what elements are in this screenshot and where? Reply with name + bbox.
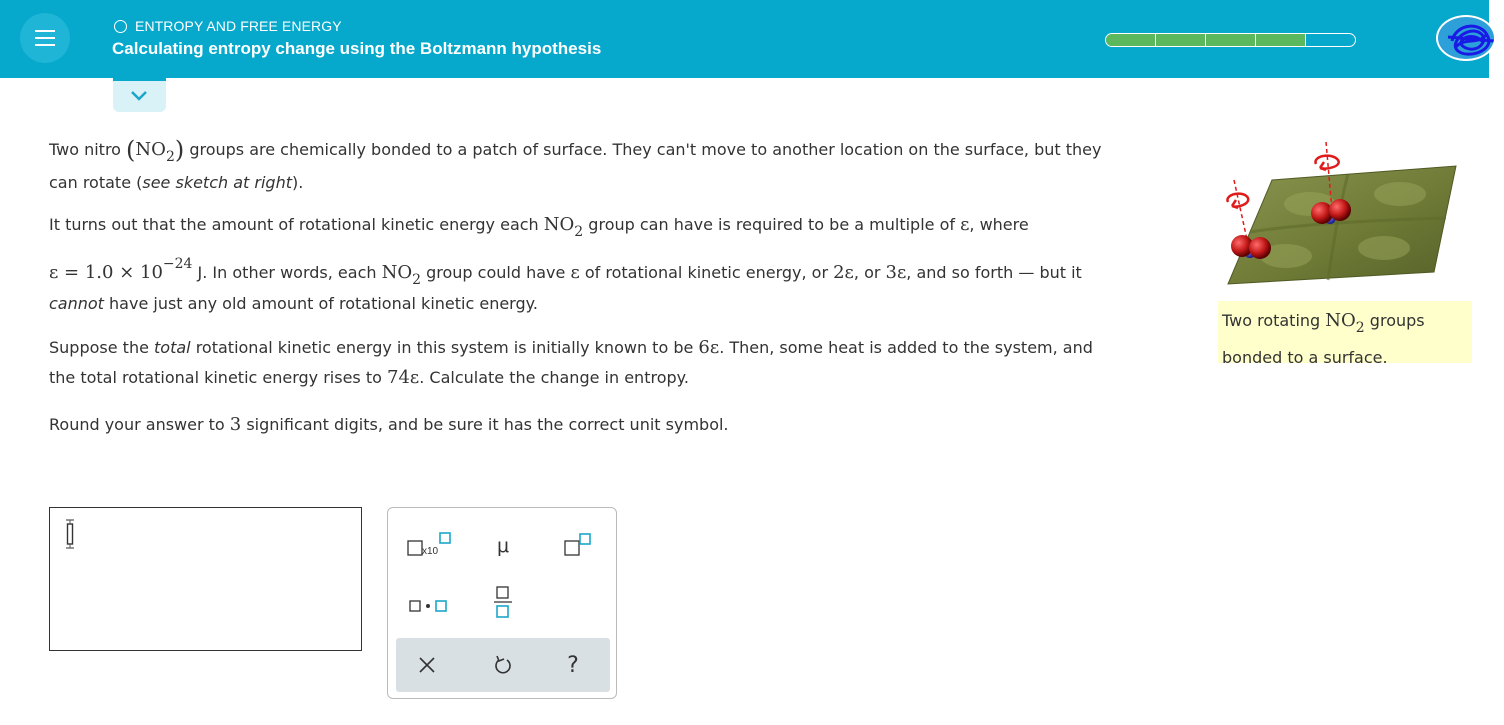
text: ). — [291, 173, 304, 192]
topic-label: ENTROPY AND FREE ENERGY — [135, 18, 342, 34]
hamburger-icon-line — [35, 37, 55, 39]
subscript: 2 — [412, 272, 422, 288]
question-line-8 — [49, 414, 729, 435]
menu-button[interactable] — [20, 13, 70, 63]
text: Two rotating — [1222, 311, 1326, 330]
text: J. In other words, each — [192, 263, 382, 282]
formula-no: NO — [135, 139, 166, 160]
progress-segment — [1156, 34, 1206, 46]
superscript-icon — [553, 531, 593, 561]
text: can rotate ( — [49, 173, 143, 192]
caption-line-1 — [1222, 306, 1468, 343]
fraction-button[interactable] — [478, 584, 528, 620]
text: the total rotational kinetic energy rises to — [49, 368, 387, 387]
text: Suppose the — [49, 338, 155, 357]
header-bar — [0, 0, 1489, 78]
fraction-icon — [488, 584, 518, 620]
text: have just any old amount of rotational kinetic energy. — [103, 294, 538, 313]
x10-power-icon — [402, 531, 452, 561]
formula-no: NO — [381, 262, 413, 283]
paren: ( — [126, 136, 136, 164]
answer-input[interactable] — [49, 507, 362, 651]
x10-label: x10 — [422, 546, 439, 557]
multiply-dot-button[interactable] — [402, 586, 452, 622]
text: Round your answer to — [49, 415, 230, 434]
undo-icon — [493, 654, 513, 676]
text: , and so forth — but it — [906, 263, 1082, 282]
exponent: −24 — [162, 256, 193, 272]
surface-illustration-icon — [1220, 132, 1470, 297]
avatar[interactable] — [1436, 15, 1496, 61]
figure-caption — [1218, 301, 1472, 367]
topic-circle-icon — [114, 20, 127, 33]
question-line-6 — [49, 337, 1093, 358]
close-icon — [417, 655, 437, 675]
question-line-5 — [49, 294, 538, 313]
seventy-four-epsilon: 74ε — [387, 367, 420, 388]
help-icon: ? — [567, 652, 579, 678]
toolbox-actions — [396, 638, 610, 692]
text: . Calculate the change in entropy. — [419, 368, 689, 387]
clear-button[interactable] — [402, 647, 452, 683]
text: groups — [1364, 311, 1425, 330]
page-title: Calculating entropy change using the Boltzmann hypothesis — [112, 39, 602, 58]
paren: ) — [174, 136, 185, 164]
progress-segment — [1256, 34, 1306, 46]
subscript: 2 — [1355, 320, 1365, 336]
epsilon-equation: ε = 1.0 × 10 — [49, 262, 163, 283]
surface-sketch — [1220, 132, 1470, 297]
micro-button[interactable] — [478, 528, 528, 564]
progress-segment — [1306, 34, 1355, 46]
emphasis: total — [154, 338, 191, 357]
math-toolbox — [387, 507, 617, 699]
epsilon: ε — [960, 214, 970, 235]
hamburger-icon-line — [35, 44, 55, 46]
question-line-3 — [49, 214, 1029, 240]
emphasis: cannot — [49, 294, 104, 313]
question-line-7 — [49, 367, 689, 388]
text: rotational kinetic energy in this system is initially known to be — [190, 338, 699, 357]
avatar-scribble-icon — [1438, 17, 1496, 61]
collapse-toggle[interactable] — [113, 78, 166, 112]
progress-segment — [1106, 34, 1156, 46]
formula-no: NO — [1325, 310, 1356, 331]
chevron-down-icon — [131, 91, 147, 101]
six-epsilon: 6ε — [698, 337, 720, 358]
text: group could have — [421, 263, 571, 282]
multiply-dot-icon — [402, 589, 452, 619]
question-line-1 — [49, 136, 1101, 165]
topic-row — [114, 18, 342, 34]
undo-button[interactable] — [478, 647, 528, 683]
text: Two nitro — [49, 140, 127, 159]
three-epsilon: 3ε — [885, 262, 907, 283]
subscript: 2 — [574, 224, 584, 240]
formula-no: NO — [543, 214, 575, 235]
help-button[interactable] — [548, 647, 598, 683]
scientific-notation-button[interactable] — [402, 528, 452, 564]
subscript: 2 — [165, 149, 175, 165]
sig-digits: 3 — [229, 414, 242, 435]
progress-bar — [1105, 33, 1356, 47]
caption-line-2: bonded to a surface. — [1222, 348, 1388, 367]
epsilon: ε — [570, 262, 580, 283]
hamburger-icon — [35, 30, 55, 32]
text: It turns out that the amount of rotational kinetic energy each — [49, 215, 544, 234]
text-cursor-icon — [62, 518, 78, 550]
text: group can have is required to be a multiple of — [583, 215, 961, 234]
text: . Then, some heat is added to the system, and — [719, 338, 1093, 357]
micro-symbol: μ — [496, 535, 510, 557]
text: , where — [969, 215, 1029, 234]
text: , or — [853, 263, 886, 282]
superscript-button[interactable] — [548, 528, 598, 564]
two-epsilon: 2ε — [833, 262, 854, 283]
text: groups are chemically bonded to a patch of surface. They can't move to another location on the surface, but they — [184, 140, 1102, 159]
progress-segment — [1206, 34, 1256, 46]
question-line-2 — [49, 173, 303, 192]
text: significant digits, and be sure it has the correct unit symbol. — [241, 415, 729, 434]
emphasis: see sketch at right — [142, 173, 292, 192]
question-line-4 — [49, 256, 1082, 288]
text: of rotational kinetic energy, or — [579, 263, 834, 282]
